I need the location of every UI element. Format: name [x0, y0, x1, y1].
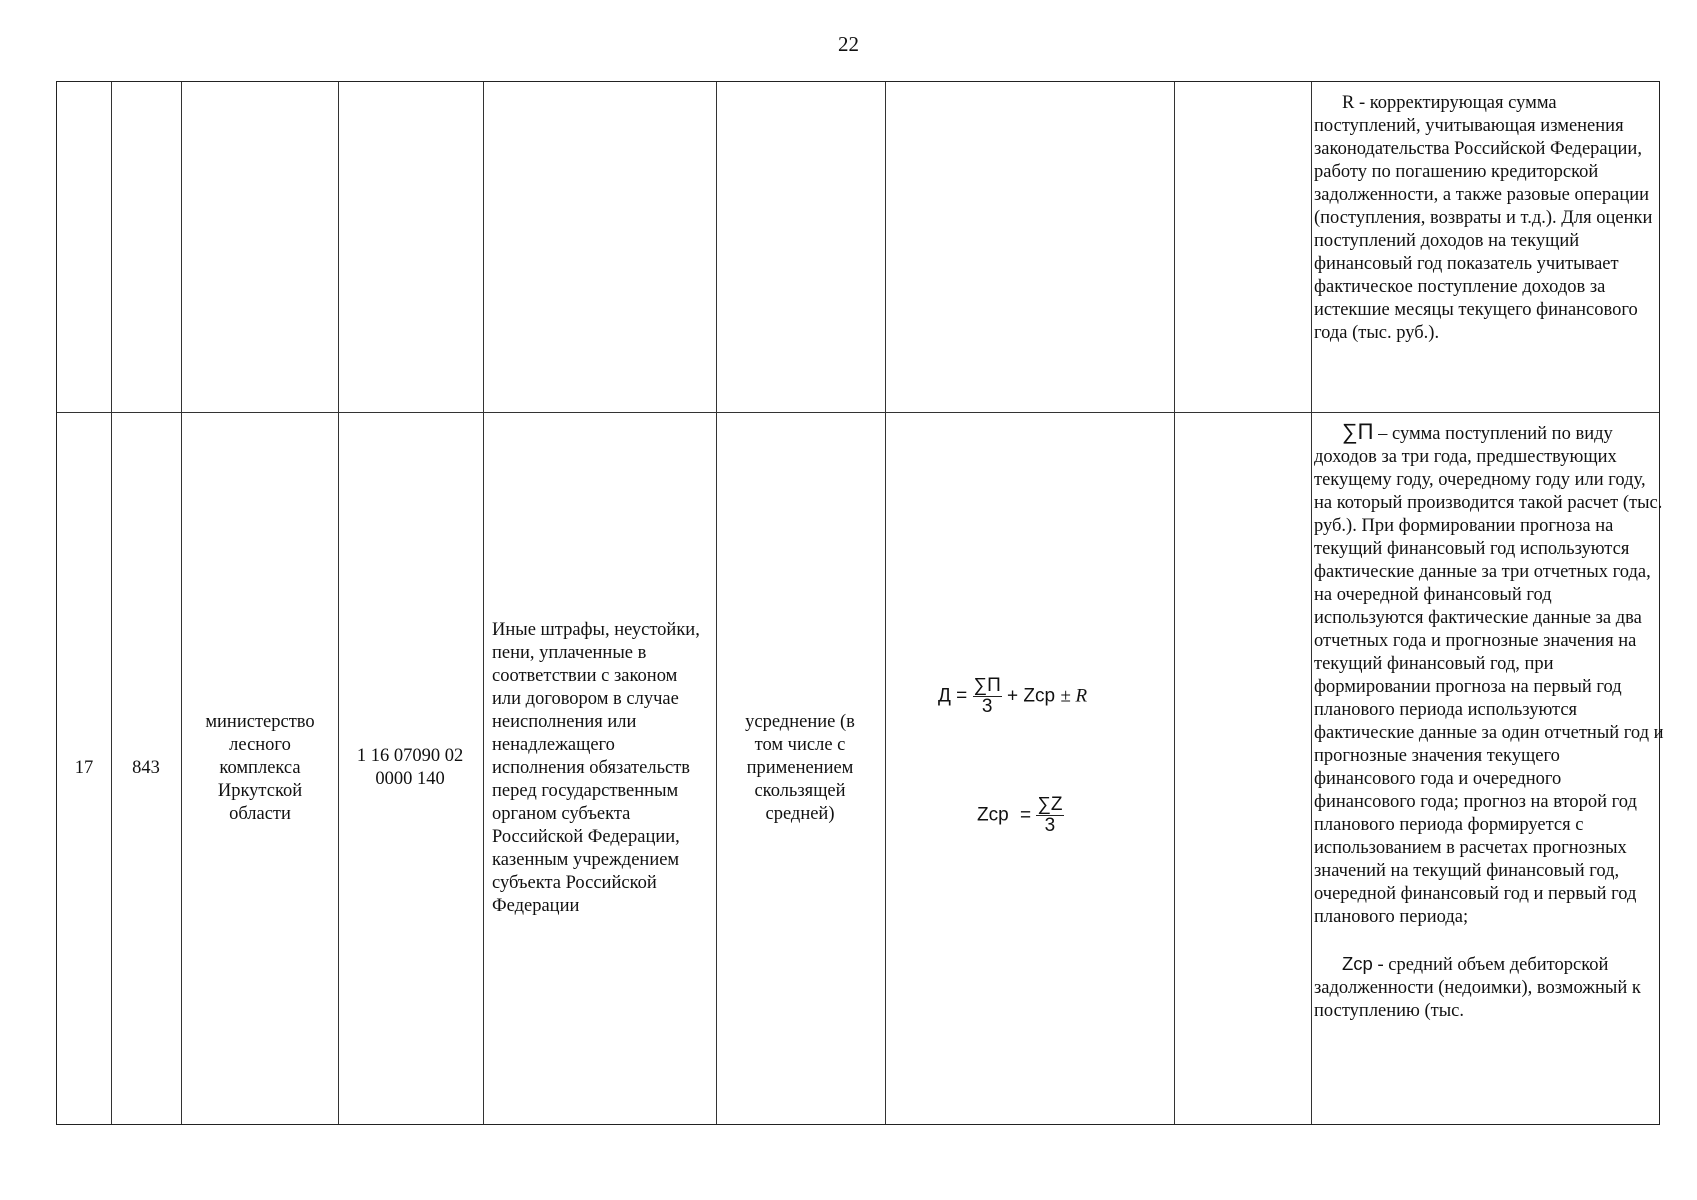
- admin-name: [190, 413, 330, 1123]
- fraction-numerator: ∑П: [973, 675, 1001, 696]
- zcp-description: [1314, 952, 1664, 1023]
- admin-code: [111, 413, 181, 1123]
- column-divider: [1174, 82, 1175, 1124]
- formula-zcp: [977, 795, 1064, 836]
- column-divider: [181, 82, 182, 1124]
- fraction-denominator: 3: [981, 696, 993, 717]
- kbk-code-text: 1 16 07090 02 0000 140: [356, 746, 464, 789]
- fraction-denominator: 3: [1044, 815, 1056, 836]
- zcp-text: - средний объем дебиторской задолженности (недоимки), возможный к поступлению (тыс.: [1314, 955, 1641, 1021]
- admin-code-text: 843: [132, 757, 160, 778]
- row-number: [57, 413, 111, 1123]
- column-divider: [885, 82, 886, 1124]
- income-name-text: Иные штрафы, неустойки, пени, уплаченные в соответствии с законом или договором в случае неисполнения или ненадлежащего исполнения обязательств перед государственным органом субъекта Российской Федерации, казенным учреждением субъекта Российской Федерации: [492, 619, 700, 916]
- calculation-method: [730, 413, 870, 1123]
- formula-lhs: Zср: [977, 804, 1009, 826]
- fraction: [973, 676, 1002, 717]
- formula-equals: =: [1019, 804, 1032, 826]
- paragraph-gap: [1314, 929, 1664, 952]
- r-description: R - корректирующая сумма поступлений, учитывающая изменения законодательства Российской Федерации, работу по погашению кредиторской задолженности, а также разовые операции (поступления, возвраты и т.д.). Для оценки поступлений доходов на текущий финансовый год показатель учитывает фактическое поступление доходов за истекшие месяцы текущего финансового года (тыс. руб.).: [1314, 93, 1653, 343]
- kbk-code: [345, 413, 475, 1123]
- column-divider: [483, 82, 484, 1124]
- formula-pm-term: ± R: [1060, 685, 1088, 707]
- prev-row-description: [1314, 92, 1664, 345]
- fraction: [1036, 795, 1063, 836]
- row-17-description: [1314, 420, 1664, 1120]
- formula-plus-term: + Zср: [1007, 685, 1056, 707]
- column-divider: [338, 82, 339, 1124]
- formula-forecast: [938, 676, 1087, 717]
- column-divider: [1311, 82, 1312, 1124]
- fraction-numerator: ∑Z: [1037, 794, 1063, 815]
- formula-lhs: Д =: [938, 685, 968, 707]
- income-name: [492, 413, 710, 1123]
- page-number: 22: [838, 32, 859, 56]
- sum-p-description: [1314, 420, 1664, 929]
- sum-p-text: – сумма поступлений по виду доходов за три года, предшествующих текущему году, очередному году или году, на который производится такой расчет (тыс. руб.). При формировании прогноза на текущий финансовый год используются фактические данные за три отчетных года, на очередной финансовый год используются фактические данные за два отчетных года и прогнозные значения на текущий финансовый год, при формировании прогноза на первый год планового периода используются фактические данные за один отчетный год и прогнозные значения текущего финансового года и очередного финансового года; прогноз на второй год планового периода формируется с использованием в расчетах прогнозных значений на текущий финансовый год, очередной финансовый год и первый год планового периода;: [1314, 424, 1664, 927]
- sum-p-symbol: ∑П: [1342, 420, 1374, 444]
- zcp-symbol: Zср: [1342, 953, 1373, 974]
- admin-name-text: министерство лесного комплекса Иркутской области: [205, 711, 315, 824]
- column-divider: [716, 82, 717, 1124]
- calculation-method-text: усреднение (в том числе с применением скользящей средней): [745, 711, 855, 824]
- row-number-text: 17: [74, 757, 94, 778]
